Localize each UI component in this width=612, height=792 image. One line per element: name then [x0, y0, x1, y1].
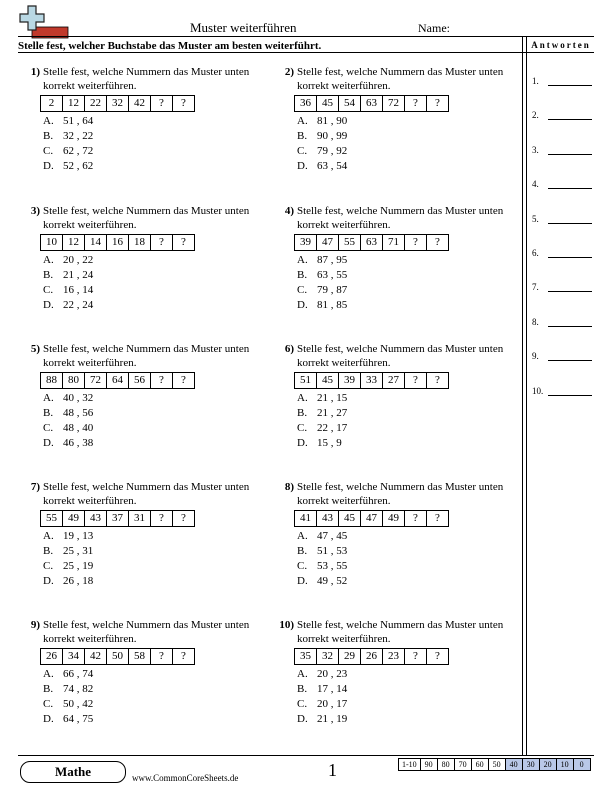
sequence-cell: 36	[300, 97, 311, 109]
answer-option[interactable]	[297, 159, 347, 174]
option-value: 79 , 92	[317, 145, 348, 157]
answer-option[interactable]	[297, 682, 347, 697]
answer-option[interactable]	[43, 114, 93, 129]
answer-option[interactable]	[43, 298, 93, 313]
sequence-cell: 31	[128, 511, 150, 526]
sequence-cell: 63	[360, 235, 382, 250]
number-sequence	[40, 372, 195, 389]
answer-number: 5.	[532, 213, 539, 224]
sequence-cell: 27	[382, 373, 404, 388]
option-letter: B.	[43, 269, 54, 281]
sequence-cell: 33	[360, 373, 382, 388]
number-sequence	[40, 648, 195, 665]
answer-options	[43, 114, 93, 174]
sequence-cell: 43	[84, 511, 106, 526]
sequence-cell: 45	[338, 511, 360, 526]
answer-line[interactable]	[548, 85, 592, 86]
option-value: 21 , 27	[317, 407, 348, 419]
option-letter: A.	[43, 254, 54, 266]
sequence-cell: 63	[360, 96, 382, 111]
sequence-cell: 50	[106, 649, 128, 664]
option-letter: B.	[297, 269, 308, 281]
sequence-cell: ?	[150, 511, 172, 526]
answer-line[interactable]	[548, 154, 592, 155]
answer-options	[297, 529, 347, 589]
answer-blank[interactable]	[532, 109, 539, 121]
sequence-cell: ?	[404, 96, 426, 111]
option-letter: A.	[43, 392, 54, 404]
problem-number: 5)	[30, 343, 40, 355]
option-value: 81 , 85	[317, 299, 348, 311]
answer-line[interactable]	[548, 188, 592, 189]
sequence-cell: 49	[62, 511, 84, 526]
score-cell: 40	[505, 759, 522, 770]
sequence-cell: ?	[150, 96, 172, 111]
option-value: 81 , 90	[317, 115, 348, 127]
sequence-cell: 37	[106, 511, 128, 526]
number-sequence	[40, 95, 195, 112]
sequence-cell: ?	[426, 649, 448, 664]
sequence-cell: ?	[172, 373, 194, 388]
sequence-cell: ?	[426, 96, 448, 111]
problem-number: 4)	[284, 205, 294, 217]
option-letter: A.	[297, 392, 308, 404]
answer-line[interactable]	[548, 223, 592, 224]
problem-number: 10)	[279, 619, 294, 631]
sequence-cell: 35	[300, 650, 311, 662]
option-value: 21 , 24	[63, 269, 94, 281]
sequence-cell: ?	[172, 96, 194, 111]
answer-option[interactable]	[297, 421, 347, 436]
option-value: 62 , 72	[63, 145, 94, 157]
sequence-cell: 16	[106, 235, 128, 250]
option-value: 22 , 24	[63, 299, 94, 311]
number-sequence	[40, 510, 195, 527]
problem-number: 9)	[30, 619, 40, 631]
sequence-cell: 29	[338, 649, 360, 664]
option-value: 90 , 99	[317, 130, 348, 142]
option-letter: D.	[43, 575, 54, 587]
option-letter: A.	[297, 530, 308, 542]
problem-question: Stelle fest, welche Nummern das Muster unten korrekt weiterführen.	[297, 205, 504, 231]
problem-number: 7)	[30, 481, 40, 493]
answer-blank[interactable]	[532, 385, 543, 397]
score-cell: 60	[471, 759, 488, 770]
number-sequence	[294, 234, 449, 251]
answer-options	[43, 391, 93, 451]
sequence-cell: 34	[62, 649, 84, 664]
option-value: 19 , 13	[63, 530, 94, 542]
sequence-cell: ?	[172, 649, 194, 664]
answer-option[interactable]	[297, 712, 347, 727]
option-value: 87 , 95	[317, 254, 348, 266]
answer-number: 8.	[532, 316, 539, 327]
sequence-cell: 42	[128, 96, 150, 111]
subject-badge: Mathe	[20, 761, 126, 783]
sequence-cell: 55	[46, 512, 57, 524]
number-sequence	[294, 95, 449, 112]
option-value: 22 , 17	[317, 422, 348, 434]
sequence-cell: 2	[48, 97, 55, 109]
option-letter: B.	[297, 545, 308, 557]
answer-option[interactable]	[297, 544, 347, 559]
answer-options	[297, 114, 347, 174]
option-letter: C.	[297, 284, 308, 296]
answer-number: 2.	[532, 110, 539, 121]
sequence-cell: 58	[128, 649, 150, 664]
problem-question: Stelle fest, welche Nummern das Muster unten korrekt weiterführen.	[297, 481, 504, 507]
answer-blank[interactable]	[532, 144, 539, 156]
option-letter: C.	[43, 422, 54, 434]
number-sequence	[294, 372, 449, 389]
option-value: 25 , 19	[63, 560, 94, 572]
sequence-cell: 80	[62, 373, 84, 388]
sequence-cell: 26	[360, 649, 382, 664]
sequence-cell: ?	[404, 235, 426, 250]
option-letter: D.	[43, 160, 54, 172]
option-value: 20 , 22	[63, 254, 94, 266]
answer-option[interactable]	[43, 268, 93, 283]
sequence-cell: 72	[84, 373, 106, 388]
option-value: 26 , 18	[63, 575, 94, 587]
option-letter: A.	[297, 115, 308, 127]
option-letter: A.	[297, 254, 308, 266]
plus-sign-logo-icon	[18, 5, 72, 39]
sequence-cell: 32	[316, 649, 338, 664]
answer-option[interactable]	[43, 159, 93, 174]
answer-options	[43, 253, 93, 313]
answer-number: 3.	[532, 144, 539, 155]
option-value: 25 , 31	[63, 545, 94, 557]
answer-options	[43, 529, 93, 589]
option-value: 15 , 9	[317, 437, 342, 449]
option-value: 17 , 14	[317, 683, 348, 695]
option-value: 50 , 42	[63, 698, 94, 710]
answers-panel-title: Antworten	[531, 40, 591, 50]
number-sequence	[294, 648, 449, 665]
problem-question: Stelle fest, welche Nummern das Muster unten korrekt weiterführen.	[43, 205, 250, 231]
answer-option[interactable]	[43, 421, 93, 436]
problem-question: Stelle fest, welche Nummern das Muster unten korrekt weiterführen.	[297, 343, 504, 369]
score-range-label: 1-10	[402, 760, 417, 769]
sequence-cell: ?	[404, 511, 426, 526]
answer-option[interactable]	[43, 391, 93, 406]
answer-option[interactable]	[43, 544, 93, 559]
answer-column-divider	[522, 36, 523, 756]
sequence-cell: 14	[84, 235, 106, 250]
answer-option[interactable]	[297, 283, 347, 298]
answer-blank[interactable]	[532, 281, 539, 293]
instruction-text: Stelle fest, welcher Buchstabe das Muster am besten weiterführt.	[18, 40, 322, 52]
option-letter: D.	[43, 299, 54, 311]
score-cell: 80	[437, 759, 454, 770]
sequence-cell: 64	[106, 373, 128, 388]
frame-top-rule	[18, 52, 526, 53]
option-value: 48 , 56	[63, 407, 94, 419]
answer-line[interactable]	[548, 395, 592, 396]
sequence-cell: ?	[150, 235, 172, 250]
score-cell: 70	[454, 759, 471, 770]
option-letter: D.	[297, 575, 308, 587]
sequence-cell: 26	[46, 650, 57, 662]
answer-line[interactable]	[548, 326, 592, 327]
frame-bottom-rule	[18, 755, 594, 756]
answer-blank[interactable]	[532, 75, 539, 87]
option-letter: C.	[297, 698, 308, 710]
option-value: 20 , 17	[317, 698, 348, 710]
sequence-cell: 72	[382, 96, 404, 111]
website-link[interactable]: www.CommonCoreSheets.de	[132, 773, 239, 783]
sequence-cell: ?	[404, 649, 426, 664]
header-rule	[18, 36, 594, 37]
option-letter: D.	[43, 437, 54, 449]
option-value: 79 , 87	[317, 284, 348, 296]
option-value: 64 , 75	[63, 713, 94, 725]
sequence-cell: 54	[338, 96, 360, 111]
answer-option[interactable]	[297, 391, 347, 406]
answer-options	[297, 253, 347, 313]
problem-question: Stelle fest, welche Nummern das Muster unten korrekt weiterführen.	[43, 481, 250, 507]
answer-options	[297, 667, 347, 727]
answer-number: 4.	[532, 179, 539, 190]
answer-option[interactable]	[297, 667, 347, 682]
option-letter: D.	[297, 437, 308, 449]
sequence-cell: ?	[172, 511, 194, 526]
sequence-cell: 42	[84, 649, 106, 664]
sequence-cell: 51	[300, 374, 311, 386]
answer-option[interactable]	[43, 574, 93, 589]
score-cell: 90	[420, 759, 437, 770]
answer-line[interactable]	[548, 119, 592, 120]
answer-option[interactable]	[43, 682, 93, 697]
answer-blank[interactable]	[532, 350, 539, 362]
answer-option[interactable]	[43, 559, 93, 574]
option-value: 20 , 23	[317, 668, 348, 680]
option-value: 74 , 82	[63, 683, 94, 695]
answer-number: 10.	[532, 385, 544, 396]
answer-blank[interactable]	[532, 316, 539, 328]
sequence-cell: ?	[150, 649, 172, 664]
option-letter: C.	[297, 560, 308, 572]
sequence-cell: 12	[62, 235, 84, 250]
option-letter: A.	[297, 668, 308, 680]
sequence-cell: ?	[150, 373, 172, 388]
option-letter: A.	[43, 530, 54, 542]
option-letter: A.	[43, 668, 54, 680]
answer-number: 7.	[532, 282, 539, 293]
option-letter: D.	[297, 713, 308, 725]
sequence-cell: 39	[338, 373, 360, 388]
number-sequence	[294, 510, 449, 527]
option-letter: C.	[43, 284, 54, 296]
option-value: 51 , 53	[317, 545, 348, 557]
answer-line[interactable]	[548, 360, 592, 361]
answer-blank[interactable]	[532, 178, 539, 190]
problem-number: 6)	[284, 343, 294, 355]
option-letter: B.	[297, 130, 308, 142]
score-table	[398, 758, 591, 771]
sequence-cell: 47	[360, 511, 382, 526]
answer-option[interactable]	[43, 667, 93, 682]
option-value: 53 , 55	[317, 560, 348, 572]
sequence-cell: 41	[300, 512, 311, 524]
answer-option[interactable]	[43, 697, 93, 712]
problem-number: 3)	[30, 205, 40, 217]
answer-option[interactable]	[297, 253, 347, 268]
worksheet-title: Muster weiterführen	[190, 20, 297, 35]
answer-option[interactable]	[297, 559, 347, 574]
sequence-cell: 18	[128, 235, 150, 250]
problem-number: 8)	[284, 481, 294, 493]
answer-option[interactable]	[297, 129, 347, 144]
option-value: 66 , 74	[63, 668, 94, 680]
answer-number: 9.	[532, 351, 539, 362]
answer-option[interactable]	[297, 574, 347, 589]
answer-option[interactable]	[43, 529, 93, 544]
option-letter: C.	[43, 145, 54, 157]
option-letter: C.	[43, 560, 54, 572]
answer-column-divider-inner	[526, 36, 527, 756]
score-cell: 0	[573, 759, 590, 770]
option-letter: D.	[43, 713, 54, 725]
problem-number: 1)	[30, 66, 40, 78]
sequence-cell: ?	[426, 373, 448, 388]
option-letter: C.	[43, 698, 54, 710]
sequence-cell: ?	[426, 235, 448, 250]
score-cell: 50	[488, 759, 505, 770]
option-value: 49 , 52	[317, 575, 348, 587]
answer-option[interactable]	[43, 253, 93, 268]
score-cell: 20	[539, 759, 556, 770]
option-letter: B.	[297, 683, 308, 695]
score-cell: 10	[556, 759, 573, 770]
answer-option[interactable]	[297, 268, 347, 283]
sequence-cell: 49	[382, 511, 404, 526]
score-cell: 30	[522, 759, 539, 770]
option-letter: C.	[297, 145, 308, 157]
problem-question: Stelle fest, welche Nummern das Muster unten korrekt weiterführen.	[43, 66, 250, 92]
answer-option[interactable]	[43, 283, 93, 298]
option-value: 63 , 55	[317, 269, 348, 281]
sequence-cell: 22	[84, 96, 106, 111]
sequence-cell: ?	[172, 235, 194, 250]
sequence-cell: 71	[382, 235, 404, 250]
answer-number: 1.	[532, 76, 539, 86]
answer-number: 6.	[532, 248, 539, 258]
answer-option[interactable]	[43, 406, 93, 421]
option-value: 21 , 19	[317, 713, 348, 725]
option-value: 63 , 54	[317, 160, 348, 172]
sequence-cell: 39	[300, 236, 311, 248]
sequence-cell: 88	[46, 374, 57, 386]
answer-blank[interactable]	[532, 247, 539, 259]
sequence-cell: 47	[316, 235, 338, 250]
option-value: 32 , 22	[63, 130, 94, 142]
answer-option[interactable]	[43, 129, 93, 144]
number-sequence	[40, 234, 195, 251]
option-letter: B.	[43, 130, 54, 142]
sequence-cell: 10	[46, 236, 57, 248]
option-letter: D.	[297, 299, 308, 311]
sequence-cell: 45	[316, 96, 338, 111]
option-letter: D.	[297, 160, 308, 172]
option-value: 21 , 15	[317, 392, 348, 404]
option-value: 52 , 62	[63, 160, 94, 172]
answer-option[interactable]	[43, 712, 93, 727]
answer-option[interactable]	[297, 298, 347, 313]
answer-option[interactable]	[297, 406, 347, 421]
sequence-cell: 45	[316, 373, 338, 388]
sequence-cell: ?	[426, 511, 448, 526]
problem-question: Stelle fest, welche Nummern das Muster unten korrekt weiterführen.	[297, 619, 504, 645]
option-letter: B.	[43, 545, 54, 557]
answer-option[interactable]	[297, 114, 347, 129]
option-letter: B.	[297, 407, 308, 419]
answer-line[interactable]	[548, 257, 592, 258]
sequence-cell: 43	[316, 511, 338, 526]
answer-blank[interactable]	[532, 213, 539, 225]
option-value: 16 , 14	[63, 284, 94, 296]
problem-question: Stelle fest, welche Nummern das Muster unten korrekt weiterführen.	[43, 619, 250, 645]
option-value: 51 , 64	[63, 115, 94, 127]
option-letter: B.	[43, 683, 54, 695]
sequence-cell: ?	[404, 373, 426, 388]
answer-option[interactable]	[297, 529, 347, 544]
answer-options	[297, 391, 347, 451]
answer-line[interactable]	[548, 291, 592, 292]
answer-option[interactable]	[297, 436, 347, 451]
option-letter: A.	[43, 115, 54, 127]
answer-option[interactable]	[297, 697, 347, 712]
option-letter: B.	[43, 407, 54, 419]
page-number: 1	[328, 760, 337, 780]
sequence-cell: 55	[338, 235, 360, 250]
option-value: 47 , 45	[317, 530, 348, 542]
answer-option[interactable]	[297, 144, 347, 159]
sequence-cell: 32	[106, 96, 128, 111]
option-value: 48 , 40	[63, 422, 94, 434]
name-label: Name:	[418, 21, 450, 35]
answer-option[interactable]	[43, 144, 93, 159]
answer-option[interactable]	[43, 436, 93, 451]
answers-title-rule	[526, 52, 594, 53]
problem-question: Stelle fest, welche Nummern das Muster unten korrekt weiterführen.	[43, 343, 250, 369]
sequence-cell: 12	[62, 96, 84, 111]
option-value: 40 , 32	[63, 392, 94, 404]
option-letter: C.	[297, 422, 308, 434]
sequence-cell: 23	[382, 649, 404, 664]
sequence-cell: 56	[128, 373, 150, 388]
option-value: 46 , 38	[63, 437, 94, 449]
answer-options	[43, 667, 93, 727]
problem-question: Stelle fest, welche Nummern das Muster unten korrekt weiterführen.	[297, 66, 504, 92]
problem-number: 2)	[284, 66, 294, 78]
